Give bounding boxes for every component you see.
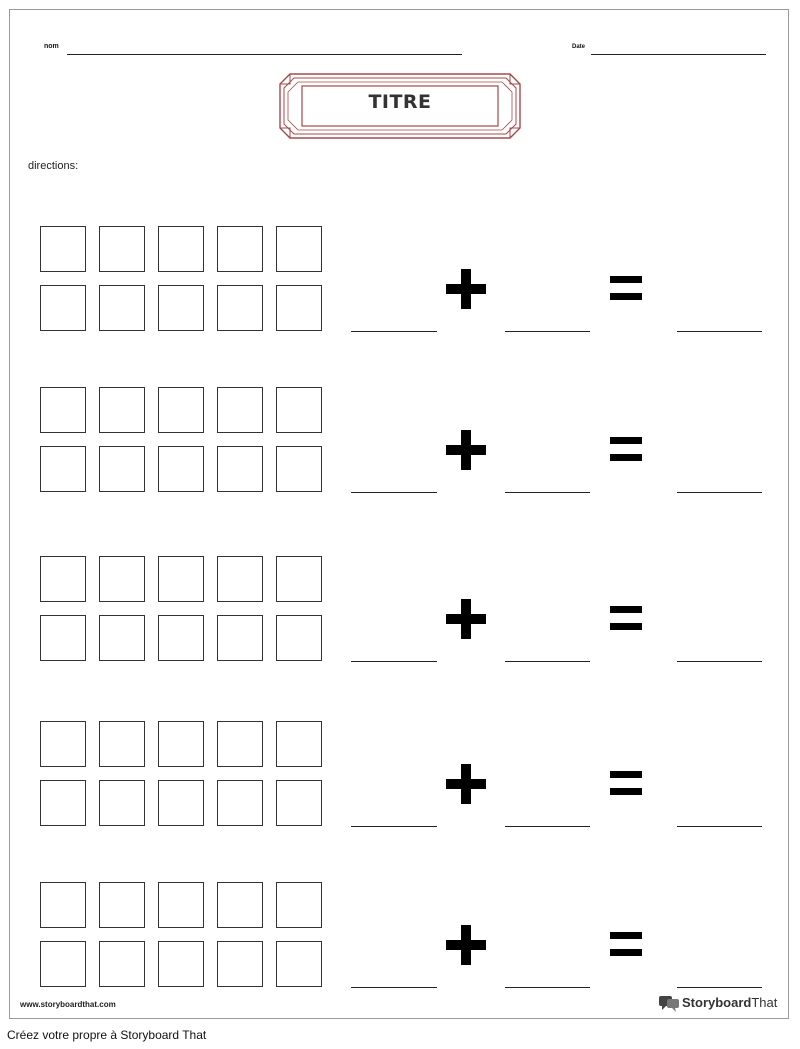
counting-square: [276, 780, 322, 826]
addend-blank-1: [351, 987, 437, 988]
counting-square: [217, 387, 263, 433]
counting-square: [40, 721, 86, 767]
counting-square: [276, 941, 322, 987]
counting-square: [99, 226, 145, 272]
counting-square: [158, 780, 204, 826]
addend-blank-2: [505, 661, 590, 662]
equals-sign-icon: [610, 276, 642, 302]
sum-blank: [677, 492, 762, 493]
counting-square: [217, 780, 263, 826]
addend-blank-2: [505, 492, 590, 493]
plus-sign-icon: [446, 599, 486, 639]
counting-square: [99, 556, 145, 602]
equals-sign-icon: [610, 437, 642, 463]
counting-square: [40, 446, 86, 492]
counting-square: [276, 285, 322, 331]
date-line: [591, 54, 766, 55]
counting-square: [99, 615, 145, 661]
name-label: nom: [44, 43, 59, 50]
counting-square: [217, 882, 263, 928]
counting-square: [217, 721, 263, 767]
logo-light-text: That: [751, 995, 778, 1010]
counting-square: [276, 721, 322, 767]
addend-blank-1: [351, 826, 437, 827]
problem-row: [10, 226, 790, 336]
counting-square: [217, 446, 263, 492]
addend-blank-1: [351, 492, 437, 493]
counting-square: [217, 941, 263, 987]
counting-square: [40, 285, 86, 331]
date-label: Date: [572, 44, 586, 50]
counting-square: [158, 941, 204, 987]
equals-sign-icon: [610, 606, 642, 632]
counting-square: [158, 615, 204, 661]
counting-square: [276, 882, 322, 928]
plus-sign-icon: [446, 430, 486, 470]
counting-square: [40, 556, 86, 602]
counting-square: [158, 446, 204, 492]
counting-square: [99, 941, 145, 987]
addend-blank-1: [351, 331, 437, 332]
counting-square: [217, 285, 263, 331]
counting-square: [158, 226, 204, 272]
counting-square: [99, 446, 145, 492]
counting-square: [40, 780, 86, 826]
addend-blank-2: [505, 987, 590, 988]
counting-square: [99, 882, 145, 928]
counting-square: [40, 387, 86, 433]
sum-blank: [677, 826, 762, 827]
counting-square: [99, 285, 145, 331]
counting-square: [99, 721, 145, 767]
problem-row: [10, 721, 790, 831]
problem-row: [10, 387, 790, 497]
website-url: www.storyboardthat.com: [20, 1000, 116, 1009]
footer-text: Créez votre propre à Storyboard That: [7, 1028, 207, 1042]
sum-blank: [677, 661, 762, 662]
counting-square: [158, 387, 204, 433]
counting-square: [158, 721, 204, 767]
counting-square: [99, 780, 145, 826]
problem-row: [10, 882, 790, 992]
counting-square: [217, 556, 263, 602]
plus-sign-icon: [446, 269, 486, 309]
logo-bold-text: Storyboard: [682, 995, 752, 1010]
counting-square: [158, 882, 204, 928]
counting-square: [40, 882, 86, 928]
name-line: [67, 54, 462, 55]
addend-blank-2: [505, 826, 590, 827]
sum-blank: [677, 987, 762, 988]
page-title: TITRE: [368, 91, 432, 113]
counting-square: [158, 556, 204, 602]
directions-label: directions:: [28, 160, 79, 172]
counting-square: [40, 941, 86, 987]
worksheet-page: [9, 9, 789, 1019]
counting-square: [217, 226, 263, 272]
counting-square: [40, 226, 86, 272]
counting-square: [276, 556, 322, 602]
problem-row: [10, 556, 790, 666]
counting-square: [276, 615, 322, 661]
counting-square: [40, 615, 86, 661]
counting-square: [276, 387, 322, 433]
addend-blank-2: [505, 331, 590, 332]
counting-square: [276, 446, 322, 492]
equals-sign-icon: [610, 932, 642, 958]
addend-blank-1: [351, 661, 437, 662]
speech-bubbles-icon: [658, 993, 680, 1013]
counting-square: [99, 387, 145, 433]
counting-square: [217, 615, 263, 661]
equals-sign-icon: [610, 771, 642, 797]
counting-square: [158, 285, 204, 331]
sum-blank: [677, 331, 762, 332]
plus-sign-icon: [446, 925, 486, 965]
plus-sign-icon: [446, 764, 486, 804]
counting-square: [276, 226, 322, 272]
